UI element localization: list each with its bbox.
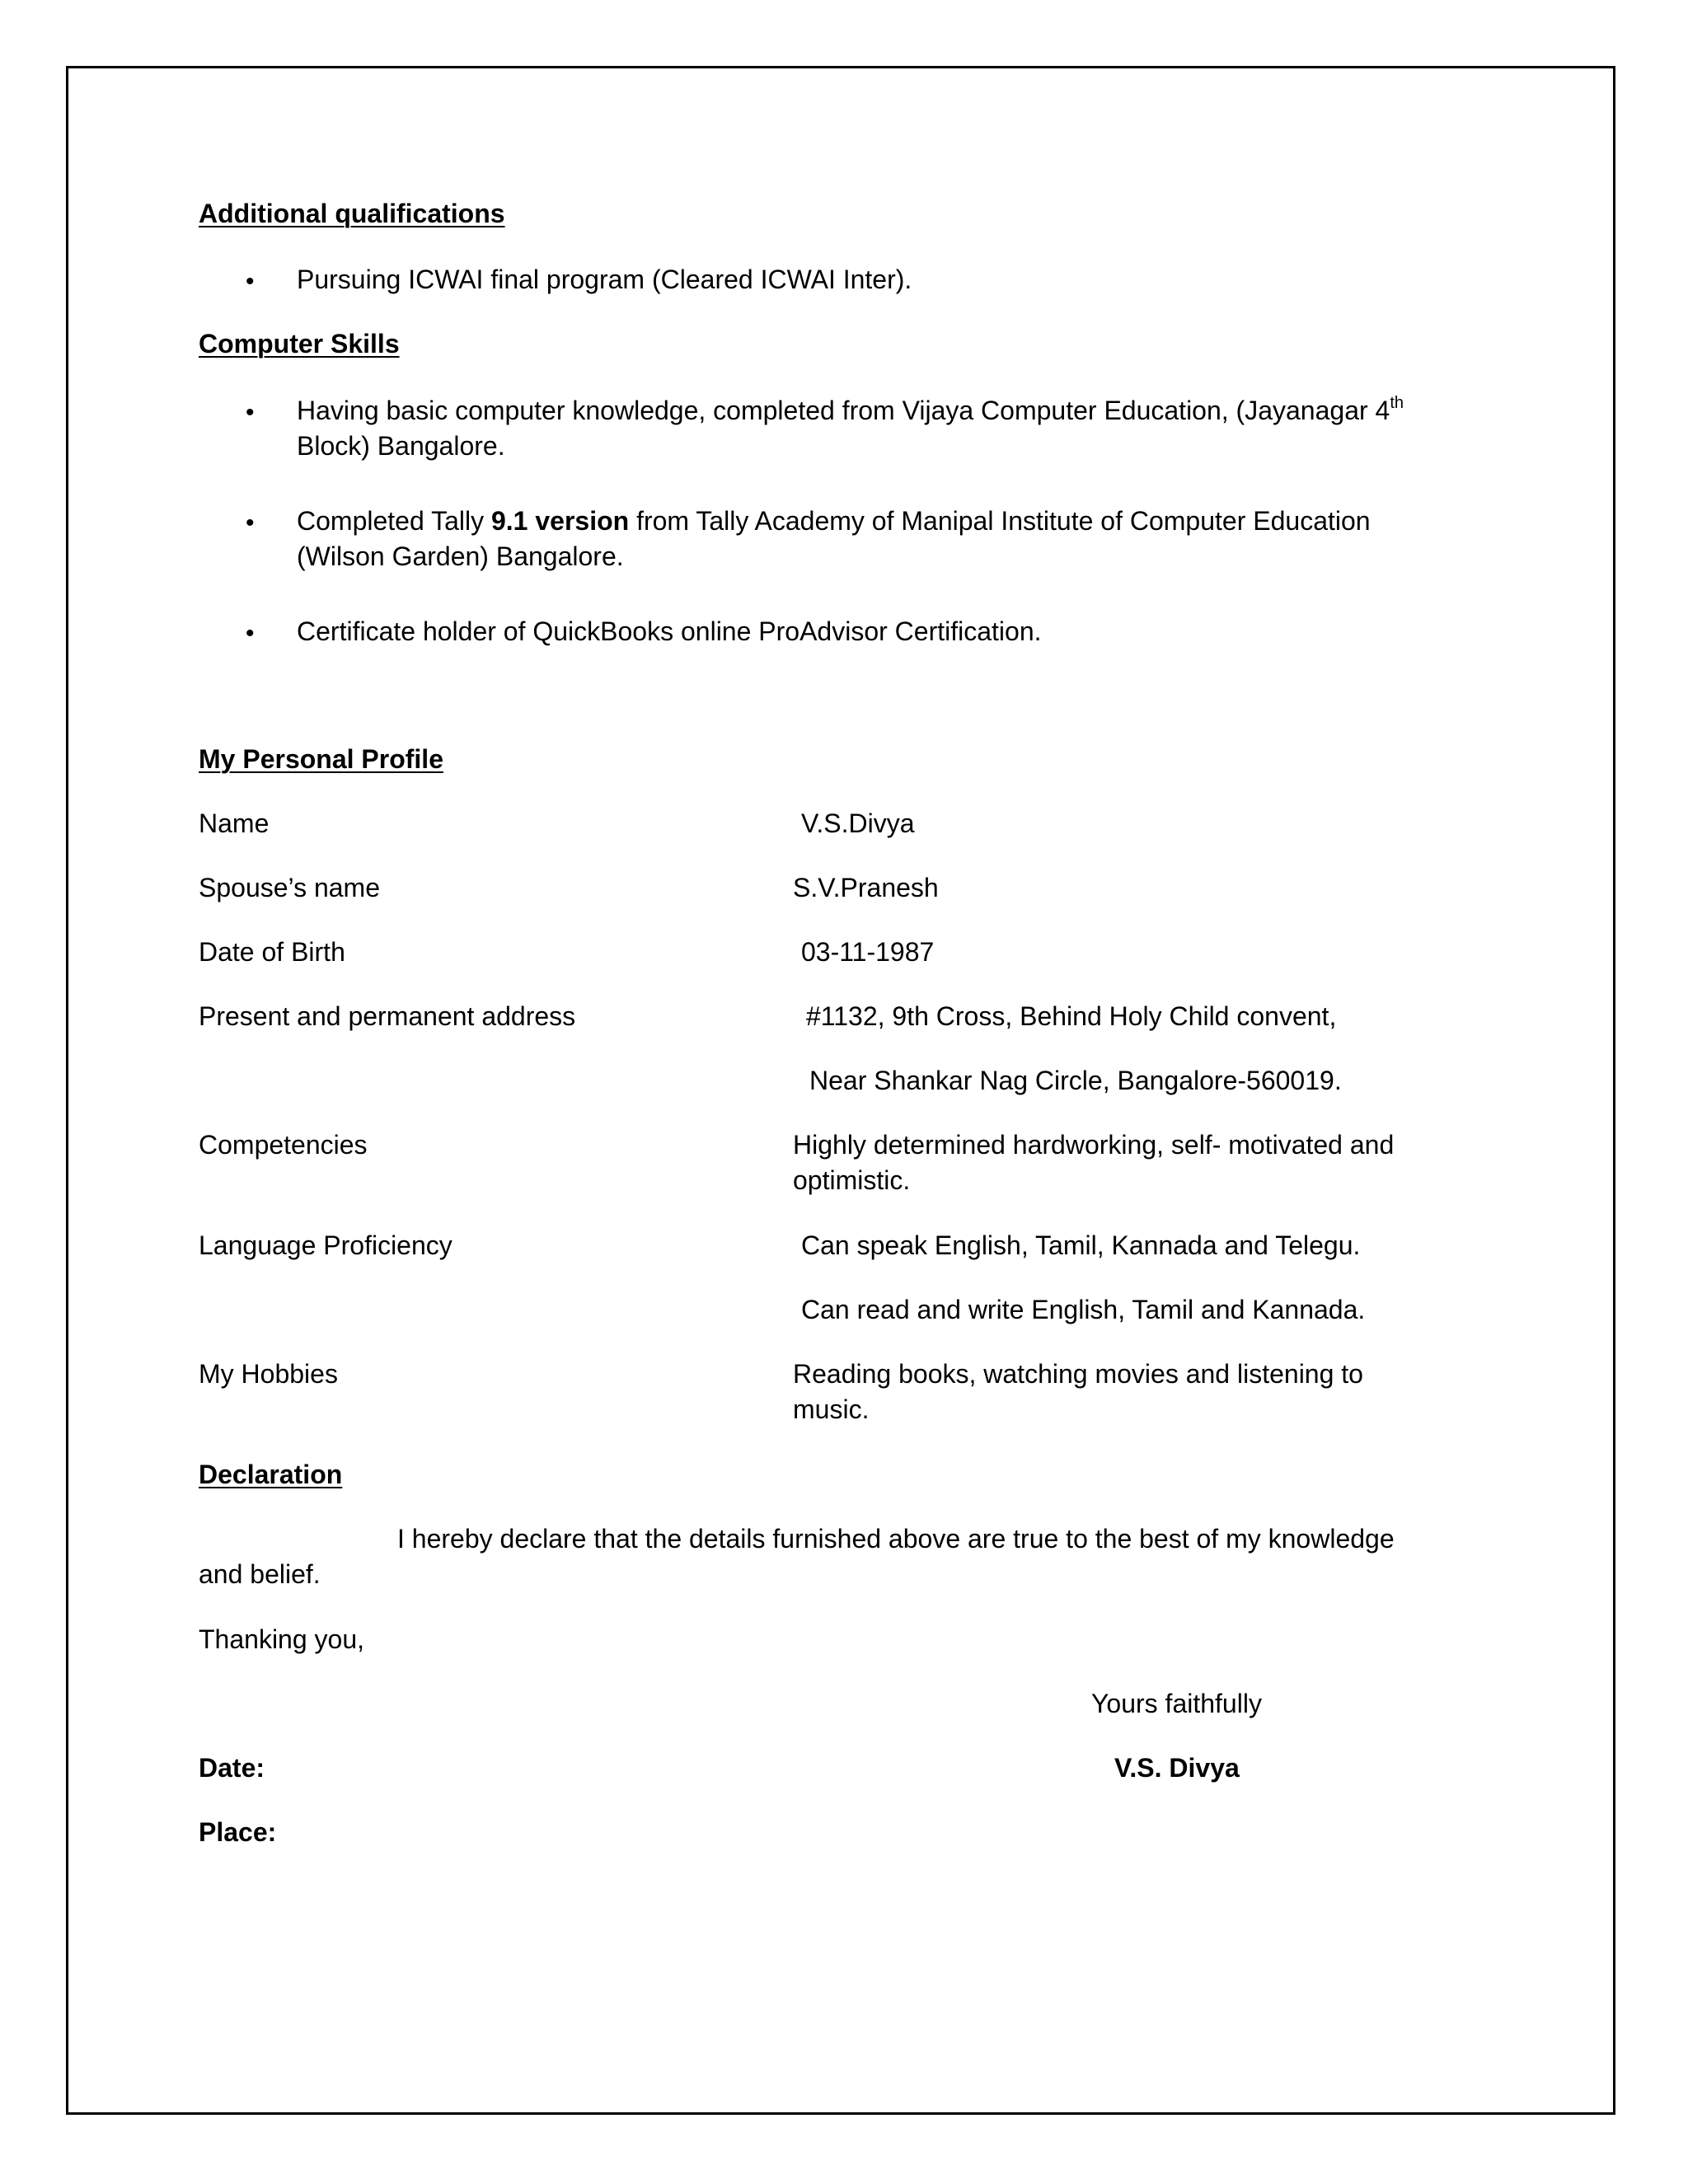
skill-item-2-prefix: Completed Tally xyxy=(297,506,491,536)
profile-label-address: Present and permanent address xyxy=(199,1001,576,1031)
profile-label-spouse: Spouse’s name xyxy=(199,873,380,902)
profile-label-language: Language Proficiency xyxy=(199,1230,452,1260)
profile-value-language-speak: Can speak English, Tamil, Kannada and Telegu. xyxy=(801,1230,1361,1260)
profile-value-hobbies-line-2: music. xyxy=(793,1394,870,1424)
thanking-text: Thanking you, xyxy=(199,1624,365,1654)
skill-item-2-version: 9.1 version xyxy=(490,506,630,536)
skill-item-1-text: Having basic computer knowledge, completed from Vijaya Computer Education, (Jayanagar 4 xyxy=(297,396,1390,425)
computer-skills-heading: Computer Skills xyxy=(199,329,400,359)
profile-value-spouse: S.V.Pranesh xyxy=(793,873,939,902)
profile-value-dob: 03-11-1987 xyxy=(801,937,935,967)
declaration-heading: Declaration xyxy=(199,1460,343,1489)
bullet-icon: • xyxy=(246,620,255,647)
skill-item-2-line-1 xyxy=(297,504,1371,539)
signature-name: V.S. Divya xyxy=(1114,1753,1240,1783)
profile-value-language-read-write: Can read and write English, Tamil and Kannada. xyxy=(801,1295,1366,1324)
profile-value-name: V.S.Divya xyxy=(801,808,915,838)
skill-item-2-suffix: from Tally Academy of Manipal Institute of Computer Education xyxy=(629,506,1371,536)
declaration-line-1: I hereby declare that the details furnished above are true to the best of my knowledge xyxy=(397,1524,1395,1554)
personal-profile-heading: My Personal Profile xyxy=(199,744,443,774)
profile-value-address-line-1: #1132, 9th Cross, Behind Holy Child convent, xyxy=(806,1001,1337,1031)
ordinal-suffix: th xyxy=(1390,394,1404,412)
date-label: Date: xyxy=(199,1753,265,1783)
skill-item-2-line-2: (Wilson Garden) Bangalore. xyxy=(297,541,624,571)
closing-text: Yours faithfully xyxy=(1091,1689,1262,1718)
skill-item-3: Certificate holder of QuickBooks online ProAdvisor Certification. xyxy=(297,616,1042,646)
additional-qualifications-heading: Additional qualifications xyxy=(199,199,505,228)
profile-value-address-line-2: Near Shankar Nag Circle, Bangalore-560019. xyxy=(809,1066,1342,1095)
profile-value-hobbies-line-1: Reading books, watching movies and listening to xyxy=(793,1359,1363,1389)
bullet-icon: • xyxy=(246,268,255,295)
bullet-icon: • xyxy=(246,509,255,537)
declaration-line-2: and belief. xyxy=(199,1559,321,1589)
skill-item-1-line-1 xyxy=(297,393,1404,429)
bullet-icon: • xyxy=(246,399,255,426)
profile-value-competencies-line-1: Highly determined hardworking, self- motivated and xyxy=(793,1130,1395,1160)
qualification-item: Pursuing ICWAI final program (Cleared ICWAI Inter). xyxy=(297,265,912,294)
profile-label-competencies: Competencies xyxy=(199,1130,368,1160)
profile-value-competencies-line-2: optimistic. xyxy=(793,1165,911,1195)
skill-item-1-line-2: Block) Bangalore. xyxy=(297,431,505,461)
profile-label-dob: Date of Birth xyxy=(199,937,345,967)
place-label: Place: xyxy=(199,1817,277,1847)
profile-label-name: Name xyxy=(199,808,270,838)
profile-label-hobbies: My Hobbies xyxy=(199,1359,338,1389)
